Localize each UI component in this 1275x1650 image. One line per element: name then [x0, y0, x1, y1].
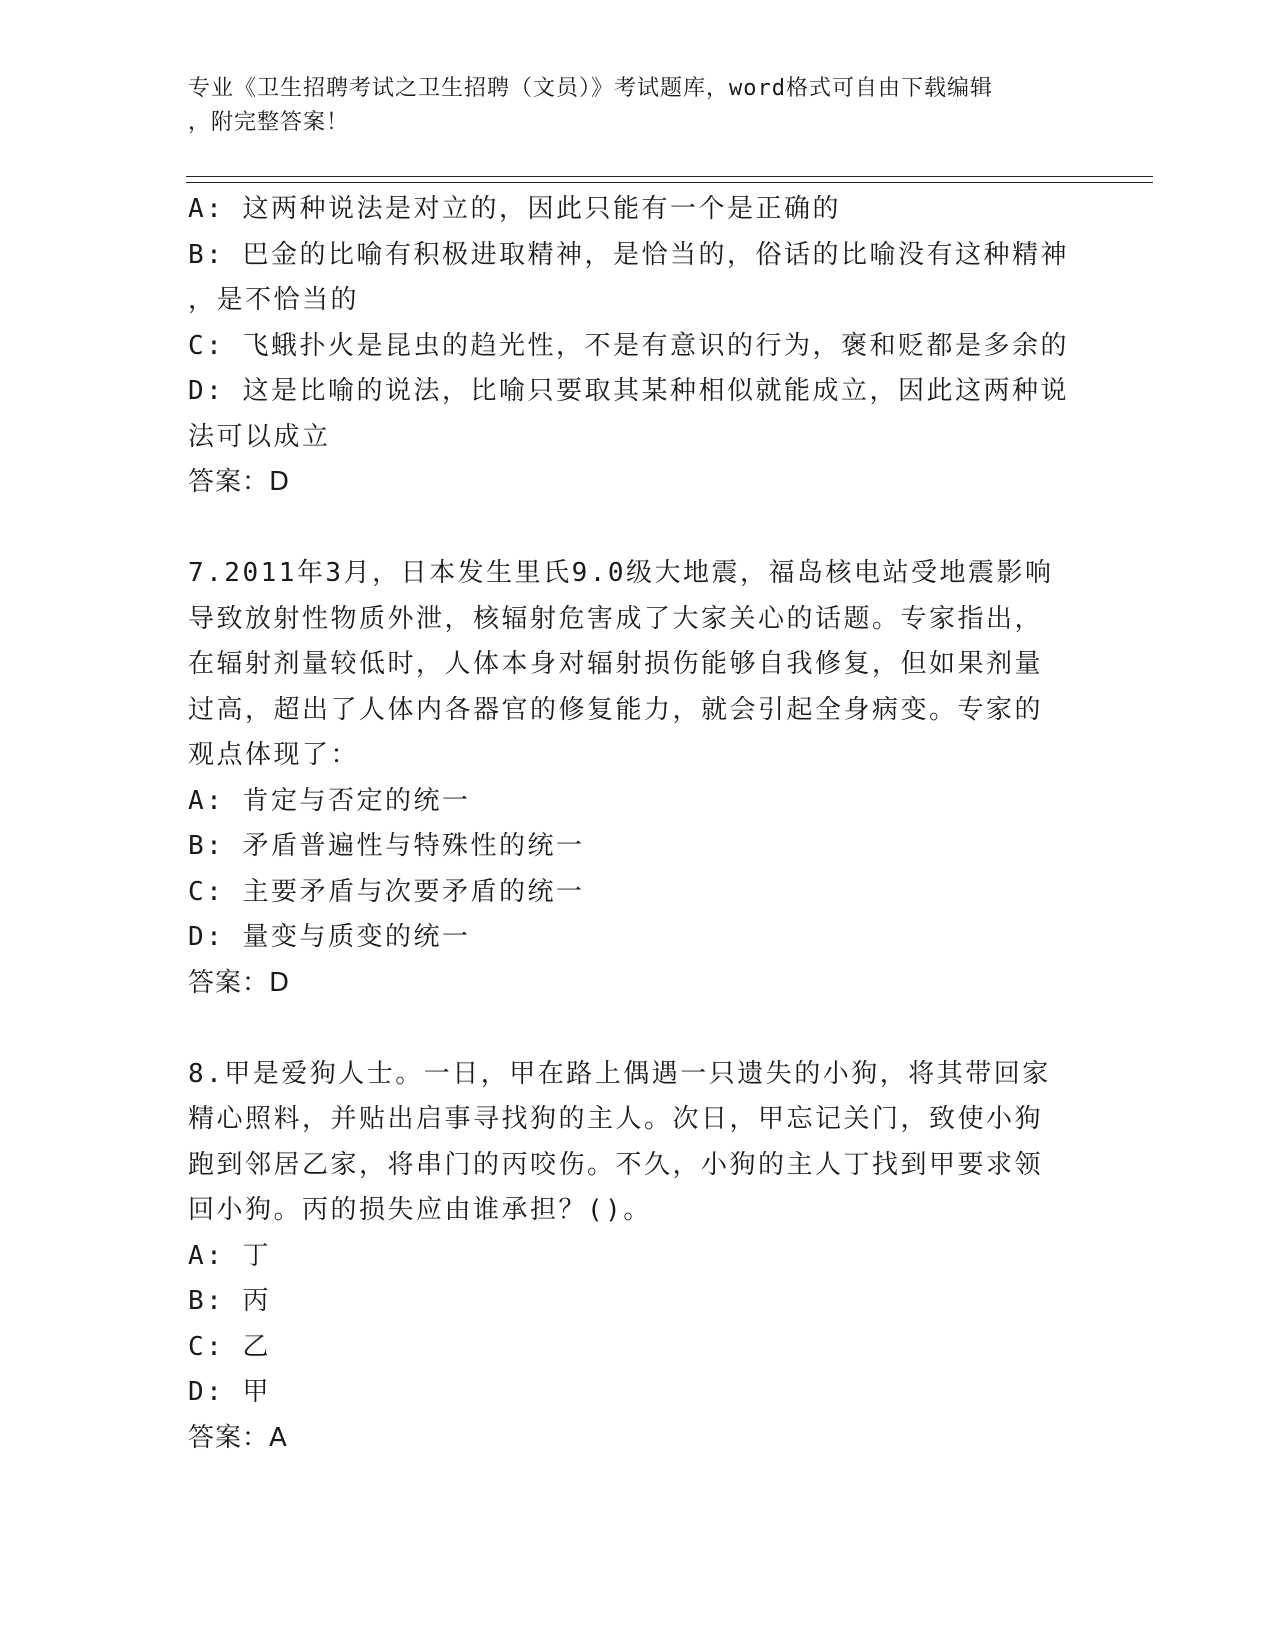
q6-option-d-line-1: D: 这是比喻的说法，比喻只要取其某种相似就能成立，因此这两种说 — [188, 376, 1069, 406]
q8-stem-line-1: 8.甲是爱狗人士。一日，甲在路上偶遇一只遗失的小狗，将其带回家 — [188, 1058, 1051, 1089]
q8-stem-line-2: 精心照料，并贴出启事寻找狗的主人。次日，甲忘记关门，致使小狗 — [188, 1104, 1044, 1134]
q6-option-b-line-1: B: 巴金的比喻有积极进取精神，是恰当的，俗话的比喻没有这种精神 — [188, 239, 1069, 270]
q6-option-a: A: 这两种说法是对立的，因此只能有一个是正确的 — [188, 194, 841, 224]
document-header — [188, 72, 1088, 140]
q8-stem-line-4: 回小狗。丙的损失应由谁承担？()。 — [188, 1195, 652, 1225]
q7-option-d: D: 量变与质变的统一 — [188, 922, 471, 952]
q6-option-c: C: 飞蛾扑火是昆虫的趋光性，不是有意识的行为，褒和贬都是多余的 — [188, 330, 1069, 361]
question-8-block — [188, 1052, 1088, 1462]
q7-stem-line-4: 过高，超出了人体内各器官的修复能力，就会引起全身病变。专家的 — [188, 694, 1044, 725]
q7-answer: 答案：D — [188, 967, 291, 998]
question-6-block — [188, 187, 1088, 506]
q7-option-b: B: 矛盾普遍性与特殊性的统一 — [188, 831, 585, 861]
q8-option-a: A: 丁 — [188, 1240, 271, 1271]
q8-option-b: B: 丙 — [188, 1286, 271, 1316]
q6-answer: 答案：D — [188, 467, 291, 497]
header-rule-bottom — [186, 182, 1153, 183]
q7-stem-line-2: 导致放射性物质外泄，核辐射危害成了大家关心的话题。专家指出， — [188, 603, 1044, 634]
q6-option-d-line-2: 法可以成立 — [188, 421, 331, 452]
q7-stem-line-1: 7.2011年3月，日本发生里氏9.0级大地震，福岛核电站受地震影响 — [188, 558, 1054, 588]
q6-option-b-line-2: ，是不恰当的 — [188, 285, 360, 315]
header-line-1: 专业《卫生招聘考试之卫生招聘（文员）》考试题库，word格式可自由下载编辑 — [188, 76, 993, 101]
q8-option-c: C: 乙 — [188, 1331, 271, 1362]
question-7-block — [188, 551, 1088, 1006]
header-rule-top — [186, 176, 1153, 177]
q7-stem-line-3: 在辐射剂量较低时，人体本身对辐射损伤能够自我修复，但如果剂量 — [188, 649, 1044, 679]
q8-option-d: D: 甲 — [188, 1377, 271, 1407]
spacer — [188, 506, 1088, 552]
q7-option-a: A: 肯定与否定的统一 — [188, 785, 471, 816]
q7-stem-line-5: 观点体现了： — [188, 740, 360, 770]
q8-stem-line-3: 跑到邻居乙家，将串门的丙咬伤。不久，小狗的主人丁找到甲要求领 — [188, 1149, 1044, 1180]
header-line-2: ，附完整答案！ — [188, 110, 350, 135]
q8-answer: 答案：A — [188, 1422, 288, 1453]
q7-option-c: C: 主要矛盾与次要矛盾的统一 — [188, 876, 585, 907]
question-content — [188, 187, 1088, 1461]
spacer — [188, 1006, 1088, 1052]
